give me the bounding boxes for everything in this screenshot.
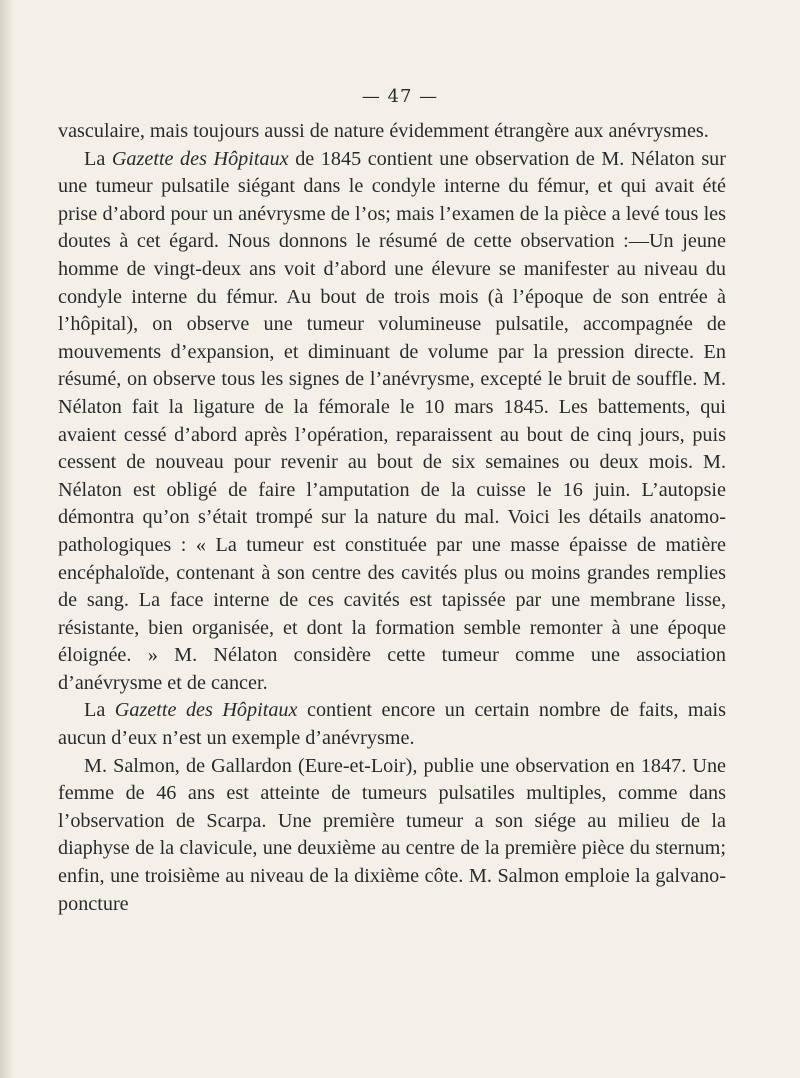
journal-title: Gazette des Hôpitaux xyxy=(111,147,289,170)
text-segment: La xyxy=(84,147,112,170)
paragraph xyxy=(58,697,726,752)
text-segment: de 1845 contient une observation de M. Nélaton sur une tumeur pulsatile siégant dans le condyle interne du fémur, et qui avait été prise d’abord pour un anévrysme de l’os; mais l’examen de la pièce a levé tous les doutes à cet égard. Nous donnons le résumé de cette observation :—Un jeune homme de vingt-deux ans voit d’abord une élevure se manifester au niveau du condyle interne du fémur. Au bout de trois mois (à l’époque de son entrée à l’hôpital), on observe une tumeur volumineuse pulsatile, accompagnée de mouvements d’expansion, et diminuant de volume par la pression directe. En résumé, on observe tous les signes de l’anévrysme, excepté le bruit de souffle. M. Nélaton fait la ligature de la fémorale le 10 mars 1845. Les battements, qui avaient cessé d’abord après l’opération, reparaissent au bout de cinq jours, puis cessent de nouveau pour revenir au bout de six semaines ou deux mois. M. Nélaton est obligé de faire l’amputation de la cuisse le 16 juin. L’autopsie démontra qu’on s’était trompé sur la nature du mal. Voici les détails anatomo-pathologiques : « La tumeur est constituée par une masse épaisse de matière encéphaloïde, contenant à son centre des cavités plus ou moins grandes remplies de sang. La face interne de ces cavités est tapissée par une membrane lisse, résistante, bien organisée, et dont la formation semble remonter à une époque éloignée. » M. Nélaton considère cette tumeur comme une association d’anévrysme et de cancer. xyxy=(58,147,726,694)
page-edge-shadow xyxy=(0,0,14,1078)
paragraph xyxy=(58,118,726,146)
text-segment: contient encore un certain nombre de faits, mais aucun d’eux n’est un exemple d’anévrysme. xyxy=(58,699,727,750)
paragraph xyxy=(58,146,726,698)
text-segment: La xyxy=(84,699,115,722)
text-segment: vasculaire, mais toujours aussi de nature évidemment étrangère aux anévrysmes. xyxy=(58,120,709,142)
journal-title: Gazette des Hôpitaux xyxy=(114,699,298,722)
paragraph xyxy=(58,753,726,919)
page-number: — 47 — xyxy=(361,86,439,107)
text-segment: M. Salmon, de Gallardon (Eure-et-Loir), publie une observation en 1847. Une femme de 46 ans est atteinte de tumeurs pulsatiles multiples, comme dans l’observation de Scarpa. Une première tumeur a son siége au milieu de la diaphyse de la clavicule, une deuxième au centre de la première pièce du sternum; enfin, une troisième au niveau de la dixième côte. M. Salmon emploie la galvano-poncture xyxy=(58,754,726,915)
body-text xyxy=(58,118,726,918)
